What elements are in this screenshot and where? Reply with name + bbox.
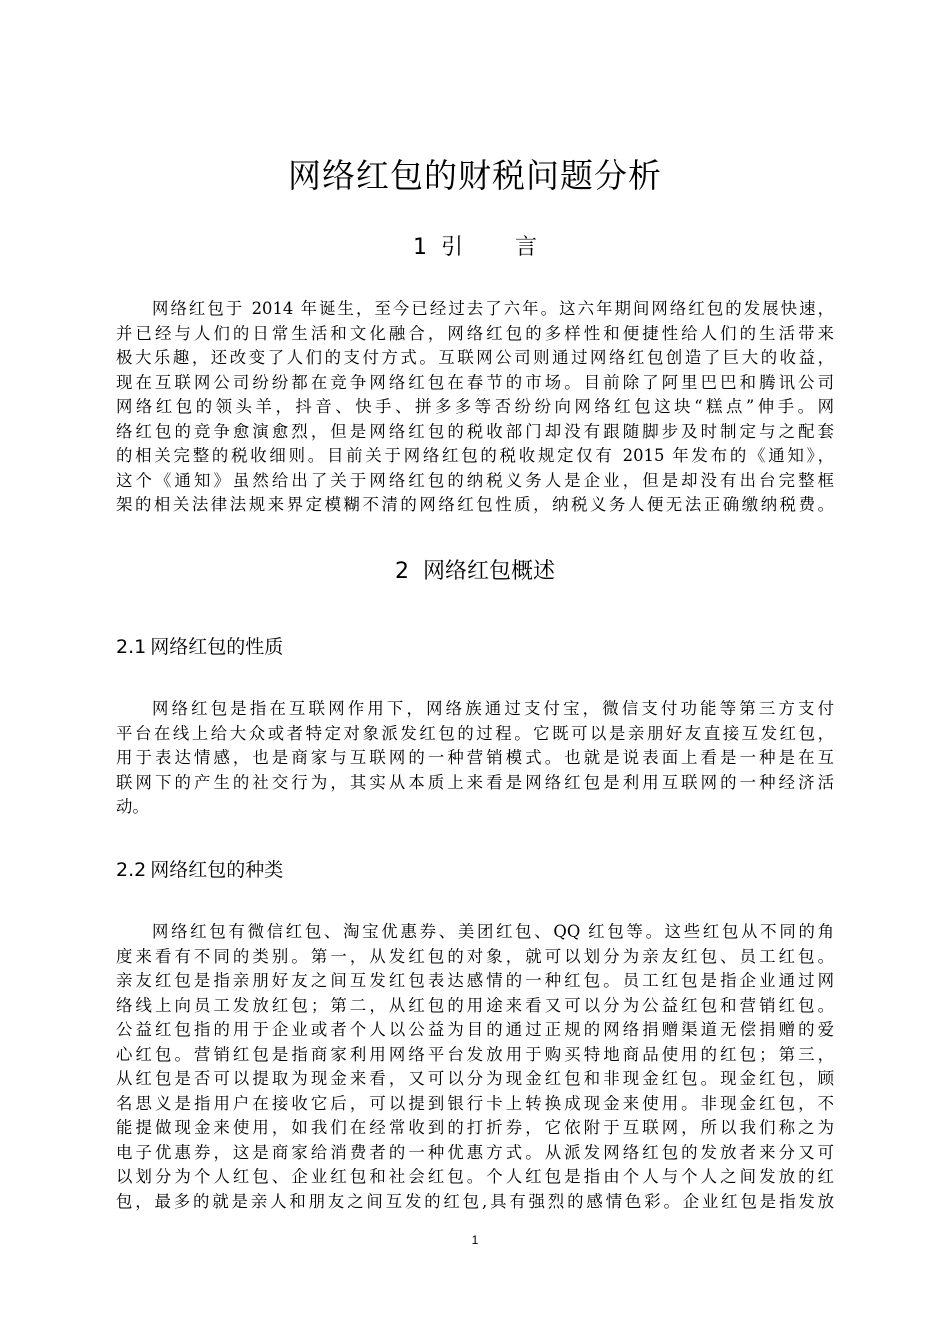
subsection-2-2-paragraph: [116, 920, 834, 1214]
text-line: 名思义是指用户在接收它后，可以提到银行卡上转换成现金来使用。非现金红包，不: [116, 1093, 834, 1113]
document-title: 网络红包的财税问题分析: [288, 156, 662, 195]
text-line: 包，最多的就是亲人和朋友之间互发的红包,具有强烈的感情色彩。企业红包是指发放: [116, 1191, 834, 1211]
text-line: 用于表达情感，也是商家与互联网的一种营销模式。也就是说表面上看是一种是在互: [116, 748, 834, 767]
text-line: 网络红包于 2014 年诞生，至今已经过去了六年。这六年期间网络红包的发展快速，: [152, 299, 834, 318]
text-line: 度来看有不同的类别。第一，从发红包的对象，就可以划分为亲友红包、员工红包。: [116, 946, 834, 966]
section-1-paragraph: [116, 297, 834, 518]
text-line: 并已经与人们的日常生活和文化融合，网络红包的多样性和便捷性给人们的生活带来: [116, 323, 834, 343]
text-line: 网络红包有微信红包、淘宝优惠券、美团红包、QQ 红包等。这些红包从不同的角: [152, 922, 834, 941]
text-line: 网络红包是指在互联网作用下，网络族通过支付宝，微信支付功能等第三方支付: [152, 699, 834, 718]
text-line: 这个《通知》虽然给出了关于网络红包的纳税义务人是企业，但是却没有出台完整框: [116, 470, 834, 490]
text-line: 能提做现金来使用，如我们在经常收到的打折券，它依附于互联网，所以我们称之为: [116, 1118, 834, 1137]
subsection-2-2-number: 2.2: [116, 859, 147, 881]
section-2-heading: [0, 556, 950, 588]
subsection-2-1-heading: [116, 633, 283, 661]
section-1-title-left: 引: [440, 235, 463, 260]
text-line: 络红包的竞争愈演愈烈，但是网络红包的税收部门却没有跟随脚步及时制定与之配套: [116, 421, 834, 441]
text-line: 的相关完整的税收细则。目前关于网络红包的税收规定仅有 2015 年发布的《通知》，: [116, 446, 834, 465]
page-number: 1: [471, 1233, 479, 1247]
text-line: 从红包是否可以提取为现金来看，又可以分为现金红包和非现金红包。现金红包，顾: [116, 1069, 834, 1088]
section-1-title-right: 言: [515, 235, 538, 260]
text-line: 心红包。营销红包是指商家利用网络平台发放用于购买特地商品使用的红包；第三，: [116, 1044, 834, 1064]
text-line: 现在互联网公司纷纷都在竞争网络红包在春节的市场。目前除了阿里巴巴和腾讯公司: [116, 372, 834, 392]
text-line: 动。: [116, 797, 149, 816]
subsection-2-1-title: 网络红包的性质: [150, 636, 284, 658]
subsection-2-1-paragraph: [116, 697, 834, 820]
text-line: 亲友红包是指亲朋好友之间互发红包表达感情的一种红包。员工红包是指企业通过网: [116, 971, 834, 990]
text-line: 极大乐趣，还改变了人们的支付方式。互联网公司则通过网络红包创造了巨大的收益，: [116, 348, 834, 367]
subsection-2-2-heading: [116, 856, 283, 884]
text-line: 联网下的产生的社交行为，其实从本质上来看是网络红包是利用互联网的一种经济活: [116, 772, 834, 792]
text-line: 电子优惠券，这是商家给消费者的一种优惠方式。从派发网络红包的发放者来分又可: [116, 1142, 834, 1162]
section-1-heading: [0, 232, 950, 264]
section-2-title: 网络红包概述: [422, 559, 555, 584]
text-line: 平台在线上给大众或者特定对象派发红包的过程。它既可以是亲朋好友直接互发红包，: [116, 723, 834, 743]
subsection-2-1-number: 2.1: [116, 636, 147, 658]
text-line: 络线上向员工发放红包；第二，从红包的用途来看又可以分为公益红包和营销红包。: [116, 995, 834, 1015]
text-line: 以划分为个人红包、企业红包和社会红包。个人红包是指由个人与个人之间发放的红: [116, 1167, 834, 1186]
section-1-number: 1: [412, 235, 427, 260]
text-line: 公益红包指的用于企业或者个人以公益为目的通过正规的网络捐赠渠道无偿捐赠的爱: [116, 1020, 834, 1039]
section-2-number: 2: [394, 559, 409, 584]
text-line: 架的相关法律法规来界定模糊不清的网络红包性质，纳税义务人便无法正确缴纳税费。: [116, 495, 834, 514]
subsection-2-2-title: 网络红包的种类: [150, 859, 284, 881]
text-line: 网络红包的领头羊，抖音、快手、拼多多等否纷纷向网络红包这块“糕点”伸手。网: [116, 397, 834, 416]
